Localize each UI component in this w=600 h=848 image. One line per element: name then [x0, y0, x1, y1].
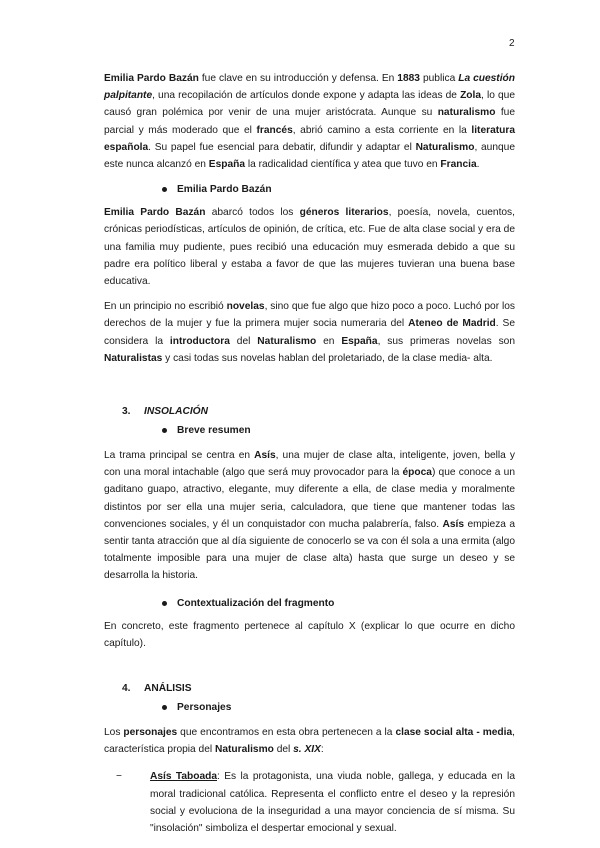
text-run: fue clave en su introducción y defensa. En — [198, 73, 398, 84]
text-run: géneros literarios — [299, 207, 389, 219]
bullet-characters-label: Personajes — [177, 701, 232, 713]
text-run: , lo que causó gran polémica por venir de una mujer aristócrata. Aunque su — [104, 90, 515, 119]
text-run: francés — [256, 124, 293, 136]
summary-paragraph — [104, 447, 515, 585]
text-run: Naturalismo — [415, 141, 475, 153]
document-body — [104, 70, 515, 837]
text-run: del — [273, 744, 294, 756]
section-4-heading — [122, 680, 515, 697]
section-3-heading — [122, 403, 515, 420]
text-run: Asís Taboada — [150, 771, 218, 783]
text-run: . Su papel fue esencial para debatir, difundir y adaptar el — [148, 141, 416, 153]
text-run: s. XIX — [293, 744, 321, 756]
text-run: , sus primeras novelas son — [377, 335, 515, 347]
text-run: Emilia Pardo Bazán — [104, 73, 199, 84]
text-run: Naturalismo — [257, 335, 317, 347]
text-run: abarcó todos los — [205, 207, 300, 219]
section-3-title: INSOLACIÓN — [144, 405, 208, 417]
text-run: : — [320, 744, 324, 756]
text-run: , sino que fue algo que hizo poco a poco. Luchó por los derechos de la mujer y fue la primera mujer socia numeraria del — [104, 301, 515, 330]
bullet-summary — [162, 422, 515, 439]
character-item-asis — [116, 768, 515, 837]
text-run: novelas — [226, 301, 265, 313]
text-run: España — [208, 159, 246, 171]
text-run: Naturalistas — [104, 352, 163, 364]
text-run: naturalismo — [437, 107, 496, 119]
text-run: que encontramos en esta obra pertenecen a la — [177, 727, 396, 739]
text-run: época — [402, 467, 432, 479]
text-run: , abrió camino a esta corriente en la — [292, 124, 472, 136]
text-run: Asís — [254, 450, 276, 462]
text-run: y casi todas sus novelas hablan del proletariado, de la clase media- alta. — [162, 352, 493, 364]
text-run: Asís — [442, 518, 465, 530]
bullet-context — [162, 595, 515, 612]
bullet-dot-icon — [162, 601, 167, 606]
bullet-author — [162, 181, 515, 198]
dash-bullet-icon: − — [116, 771, 122, 783]
bullet-characters — [162, 699, 515, 716]
character-asis-text — [150, 768, 515, 837]
bullet-dot-icon — [162, 428, 167, 433]
text-run: Zola — [460, 90, 482, 102]
text-run: , una recopilación de artículos donde expone y adapta las ideas de — [152, 90, 461, 102]
text-run: . Se considera la — [104, 318, 515, 347]
section-4-title: ANÁLISIS — [144, 682, 192, 694]
bullet-dot-icon — [162, 187, 167, 192]
author-paragraph-1 — [104, 204, 515, 290]
bullet-summary-label: Breve resumen — [177, 424, 251, 436]
text-run: Los — [104, 727, 124, 739]
text-run: introductora — [169, 335, 230, 347]
text-run: La cuestión palpitante — [104, 73, 515, 102]
text-run: del — [229, 335, 258, 347]
text-run: fue parcial y más moderado que el — [104, 107, 515, 136]
text-run: Ateneo de Madrid — [408, 318, 496, 330]
text-run: personajes — [123, 727, 178, 739]
text-run: , característica propia del — [104, 727, 515, 756]
text-run: España — [341, 335, 378, 347]
page-number: 2 — [509, 38, 515, 49]
text-run: Francia — [440, 159, 477, 171]
characters-paragraph — [104, 724, 515, 758]
bullet-context-label: Contextualización del fragmento — [177, 597, 335, 609]
section-4-number: 4. — [122, 682, 131, 694]
text-run: En un principio no escribió — [104, 301, 227, 313]
text-run: , poesía, novela, cuentos, crónicas periodísticas, artículos de opinión, de crítica, etc. Fue de alta clase social y era de una familia muy pudiente, pues recibió una educación muy esmerada debido a que su padre era político liberal y estaba a favor de que las mujeres tuvieran una buena base educativa. — [104, 207, 515, 288]
text-run: , aunque este nunca alcanzó en — [104, 141, 516, 171]
text-run: publica — [419, 73, 459, 84]
section-3-number: 3. — [122, 405, 131, 417]
text-run: , una mujer de clase alta, inteligente, joven, bella y con una moral intachable (algo que será muy provocador para la — [104, 450, 515, 479]
text-run: clase social alta - media — [395, 727, 513, 739]
text-run: ) que conoce a un gaditano guapo, atractivo, elegante, muy diferente a ella, de clase media y moralmente distintos por ser ella una mujer seria, calculadora, que tiene que mantener todas las convenciones sociales, y él un conquistador con mucha palabrería, falso. — [104, 467, 515, 530]
bullet-author-label: Emilia Pardo Bazán — [177, 184, 272, 196]
text-run: empieza a sentir tanta atracción que al día siguiente de conocerlo se va con él sola a una ermita (algo totalmente imposible para una mujer de clase alta) hasta que surge un deseo y se desarrolla la historia. — [104, 518, 516, 582]
intro-paragraph — [104, 70, 515, 173]
text-run: . — [476, 159, 480, 171]
author-paragraph-2 — [104, 298, 515, 367]
text-run: la radicalidad científica y atea que tuvo en — [245, 159, 441, 171]
text-run: : Es la protagonista, una viuda noble, gallega, y educada en la moral tradicional católica. Representa el conflicto entre el deseo y la represión social y evoluciona de la inseguridad a una mayor conciencia de sí misma. Su "insolación" simboliza el despertar emocional y sexual. — [150, 771, 515, 835]
text-run: 1883 — [397, 73, 420, 84]
context-paragraph: En concreto, este fragmento pertenece al capítulo X (explicar lo que ocurre en dicho capítulo). — [104, 620, 515, 649]
text-run: literatura española — [104, 124, 515, 153]
bullet-dot-icon — [162, 705, 167, 710]
text-run: La trama principal se centra en — [104, 450, 255, 462]
text-run: Naturalismo — [214, 744, 274, 756]
text-run: Emilia Pardo Bazán — [104, 207, 206, 219]
text-run: en — [316, 335, 342, 347]
